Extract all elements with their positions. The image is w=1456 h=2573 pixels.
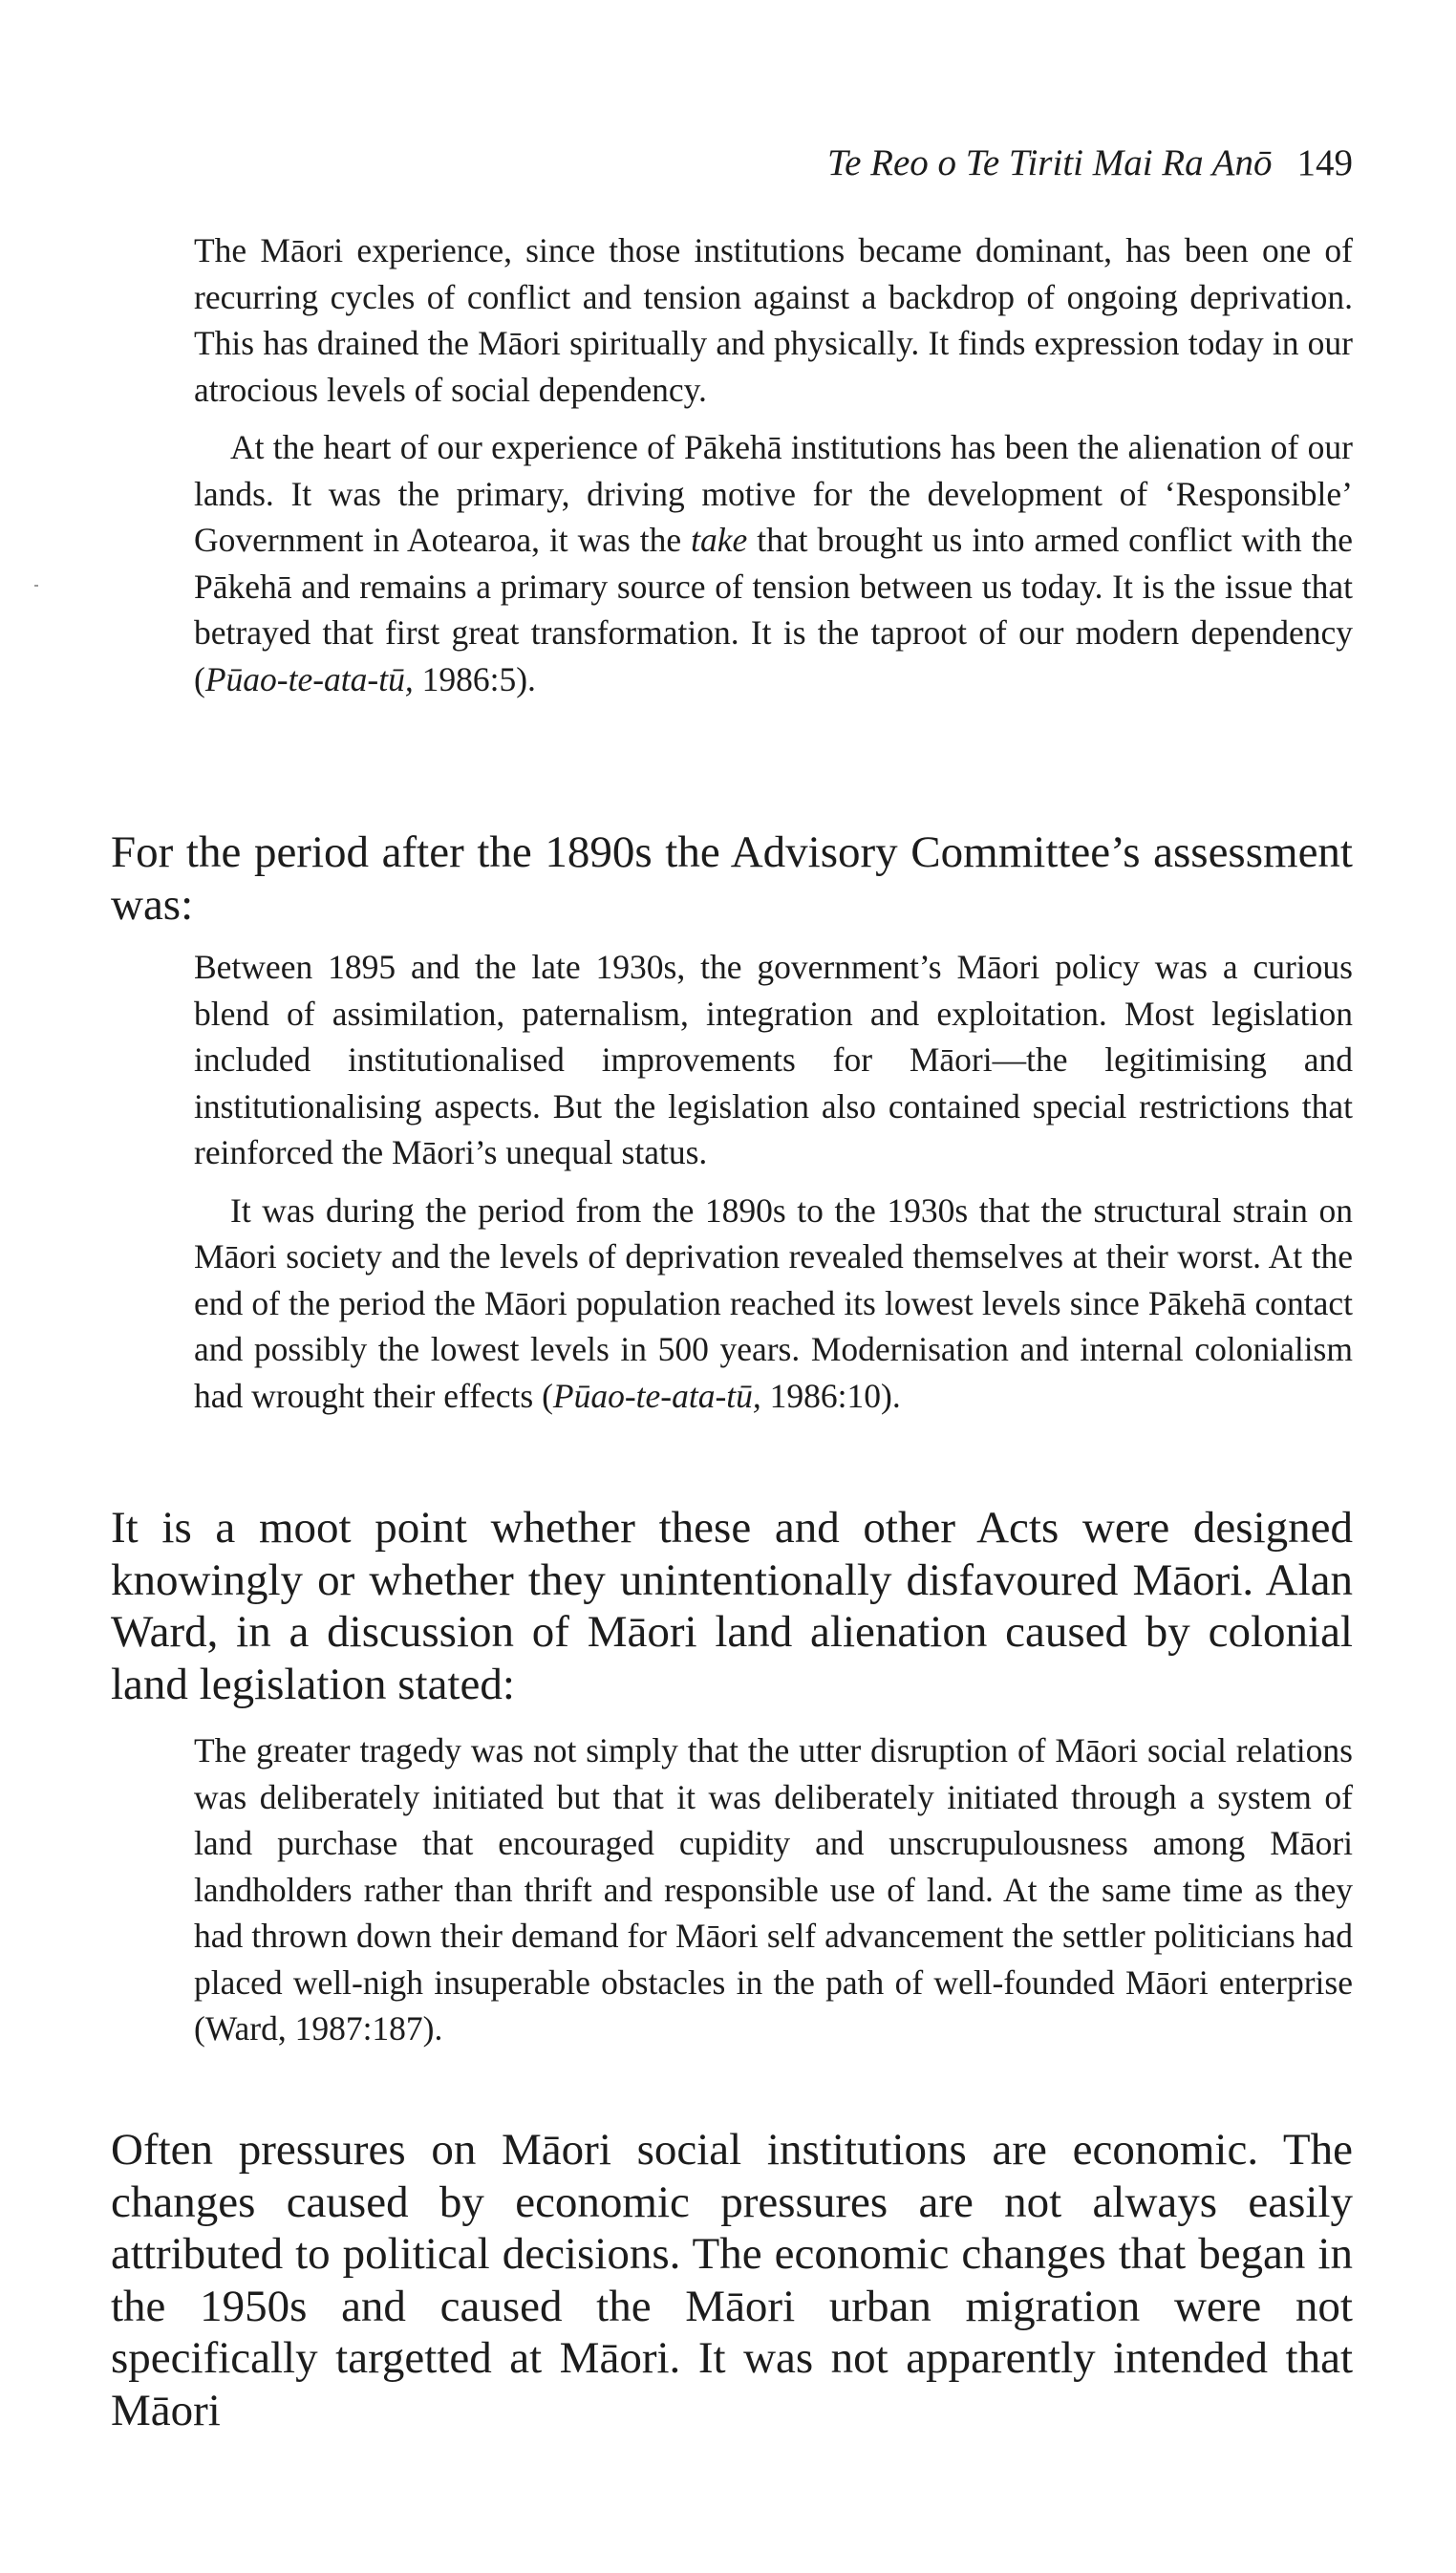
quote1-text-b: that brought us into armed conflict with the Pākehā and remains a primary source of tension between us today. It is the issue that betrayed that first great transformation. It is the taproot of our modern dependency (	[194, 521, 1353, 698]
block-quote-3	[194, 1727, 1353, 2052]
quote2-paragraph-1: Between 1895 and the late 1930s, the government’s Māori policy was a curious blend of assimilation, paternalism, integration and exploitation. Most legislation included institutionalised improvements for Māori—the legitimising and institutionalising aspects. But the legislation also contained special restrictions that reinforced the Māori’s unequal status.	[194, 948, 1353, 1171]
block-quote-2	[194, 944, 1353, 1419]
quote1-citation-year: 1986:5).	[413, 659, 536, 698]
quote1-citation-title: Pūao-te-ata-tū,	[204, 659, 414, 698]
page-number: 149	[1296, 142, 1353, 183]
quote1-text-a: At the heart of our experience of Pākehā institutions has been the alienation of our lands. It was the primary, driving motive for the development of ‘Responsible’ Government in Aotearoa, it was the	[194, 428, 1353, 559]
running-head-title: Te Reo o Te Tiriti Mai Ra Anō	[826, 142, 1273, 183]
quote1-paragraph-1: The Māori experience, since those institutions became dominant, has been one of recurring cycles of conflict and tension against a backdrop of ongoing deprivation. This has drained the Māori spiritually and physically. It finds expression today in our atrocious levels of social dependency.	[194, 231, 1353, 409]
para2-text: It is a moot point whether these and other Acts were designed knowingly or whether they unintentionally disfavoured Māori. Alan Ward, in a discussion of Māori land alienation caused by colonial land legislation stated:	[111, 1503, 1353, 1709]
quote2-citation-year: 1986:10).	[760, 1376, 901, 1415]
running-head	[827, 139, 1353, 187]
para1-text: For the period after the 1890s the Advisory Committee’s assessment was:	[111, 827, 1353, 930]
margin-mark	[34, 585, 38, 587]
quote3-paragraph-1: The greater tragedy was not simply that the utter disruption of Māori social relations was deliberately initiated but that it was deliberately initiated through a system of land purchase that encouraged cupidity and unscrupulousness among Māori landholders rather than thrift and responsible use of land. At the same time as they had thrown down their demand for Māori self advancement the settler politicians had placed well-nigh insuperable obstacles in the path of well-founded Māori enterprise (Ward, 1987:187).	[194, 1731, 1353, 2048]
body-paragraph-3	[111, 2124, 1353, 2436]
quote2-text-a: It was during the period from the 1890s to the 1930s that the structural strain on Māori society and the levels of deprivation revealed themselves at their worst. At the end of the period the Māori population reached its lowest levels since Pākehā contact and possibly the lowest levels in 500 years. Modernisation and internal colonialism had wrought their effects (	[194, 1190, 1353, 1415]
body-paragraph-1	[111, 826, 1353, 931]
quote2-citation-title: Pūao-te-ata-tū,	[552, 1376, 761, 1415]
quote2-paragraph-2	[194, 1188, 1353, 1420]
body-paragraph-2	[111, 1502, 1353, 1710]
quote1-emphasis-take: take	[691, 521, 748, 559]
para3-text: Often pressures on Māori social institutions are economic. The changes caused by economic pressures are not always easily attributed to political decisions. The economic changes that began in the 1950s and caused the Māori urban migration were not specifically targetted at Māori. It was not apparently intended that Māori	[111, 2125, 1353, 2435]
block-quote-1	[194, 227, 1353, 702]
quote1-paragraph-2	[194, 424, 1353, 702]
